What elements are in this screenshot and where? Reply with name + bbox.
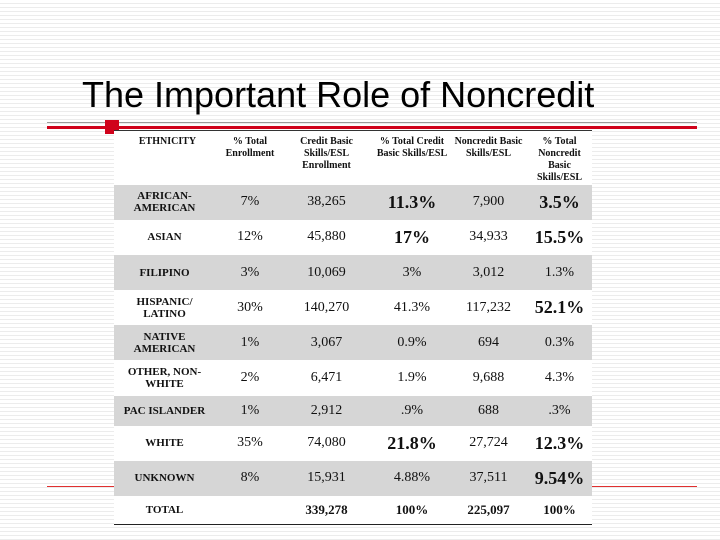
cell-pct-credit: 41.3% — [393, 299, 431, 315]
cell-pct-noncredit: 1.3% — [527, 255, 592, 290]
cell-ethnicity: UNKNOWN — [114, 461, 221, 496]
cell-ethnicity: OTHER, NON-WHITE — [127, 366, 202, 391]
cell-noncredit: 694 — [450, 325, 527, 360]
cell-noncredit: 27,724 — [469, 435, 508, 451]
cell-pct-credit: 21.8% — [387, 432, 437, 453]
header-pct-noncredit: % Total Noncredit Basic Skills/ESL — [527, 131, 592, 185]
cell-pct-total: 12% — [237, 229, 263, 245]
cell-ethnicity: FILIPINO — [114, 255, 221, 290]
cell-pct-noncredit: 100% — [543, 501, 576, 517]
cell-pct-noncredit: 15.5% — [534, 226, 585, 247]
table-row-filipino — [114, 255, 592, 290]
cell-credit: 339,278 — [305, 501, 348, 517]
cell-credit: 140,270 — [303, 299, 350, 315]
cell-noncredit: 7,900 — [450, 185, 527, 220]
table-header-row — [114, 131, 592, 185]
header-pct-total-enrollment: % Total Enrollment — [221, 131, 279, 185]
cell-ethnicity: NATIVE AMERICAN — [114, 325, 221, 360]
cell-pct-credit: 17% — [394, 226, 430, 247]
cell-pct-noncredit: 3.5% — [527, 185, 592, 220]
header-noncredit: Noncredit Basic Skills/ESL — [450, 131, 527, 185]
cell-credit: 3,067 — [279, 325, 374, 360]
cell-pct-credit: 3% — [374, 255, 450, 290]
cell-pct-credit: 4.88% — [374, 461, 450, 496]
table-row-hispanic-latino — [114, 290, 592, 325]
cell-pct-noncredit: .3% — [527, 396, 592, 425]
cell-credit: 2,912 — [279, 396, 374, 425]
slide-title: The Important Role of Noncredit — [82, 74, 595, 115]
table-row-total — [114, 496, 592, 524]
cell-credit: 6,471 — [310, 370, 343, 386]
cell-ethnicity: HISPANIC/ LATINO — [136, 295, 193, 320]
cell-noncredit: 3,012 — [450, 255, 527, 290]
cell-pct-credit: 100% — [395, 501, 429, 517]
cell-noncredit: 225,097 — [467, 501, 510, 517]
cell-credit: 15,931 — [279, 461, 374, 496]
table-row-white — [114, 426, 592, 461]
cell-pct-total: 2% — [240, 370, 260, 386]
title-divider-grey — [47, 122, 697, 123]
cell-credit: 38,265 — [279, 185, 374, 220]
cell-noncredit: 37,511 — [450, 461, 527, 496]
cell-pct-credit: 1.9% — [397, 370, 427, 386]
cell-pct-noncredit: 9.54% — [527, 461, 592, 496]
cell-pct-total: 1% — [221, 396, 279, 425]
cell-ethnicity: WHITE — [145, 437, 184, 450]
cell-credit: 74,080 — [307, 435, 346, 451]
cell-noncredit: 117,232 — [466, 299, 511, 315]
cell-pct-noncredit: 12.3% — [534, 432, 585, 453]
cell-pct-total: 8% — [221, 461, 279, 496]
cell-noncredit: 688 — [450, 396, 527, 425]
cell-noncredit: 9,688 — [472, 370, 505, 386]
cell-pct-noncredit: 52.1% — [534, 297, 585, 318]
ethnicity-enrollment-table — [114, 130, 592, 524]
cell-pct-credit: 0.9% — [374, 325, 450, 360]
cell-ethnicity: TOTAL — [145, 503, 184, 516]
cell-credit: 10,069 — [279, 255, 374, 290]
cell-pct-noncredit: 0.3% — [527, 325, 592, 360]
table-row-pac-islander — [114, 396, 592, 425]
cell-pct-total: 35% — [237, 435, 263, 451]
table-row-african-american — [114, 185, 592, 220]
table-row-other-non-white — [114, 360, 592, 396]
cell-ethnicity: AFRICAN-AMERICAN — [114, 185, 221, 220]
table-row-unknown — [114, 461, 592, 496]
ethnicity-table-container — [114, 130, 592, 525]
cell-ethnicity: ASIAN — [147, 231, 182, 244]
header-pct-credit: % Total Credit Basic Skills/ESL — [374, 131, 450, 185]
cell-pct-total: 3% — [221, 255, 279, 290]
cell-pct-total — [221, 496, 279, 524]
cell-pct-total: 30% — [237, 299, 263, 315]
header-credit-enrollment: Credit Basic Skills/ESL Enrollment — [279, 131, 374, 185]
cell-credit: 45,880 — [307, 229, 346, 245]
cell-pct-credit: 11.3% — [374, 185, 450, 220]
cell-pct-noncredit: 4.3% — [544, 370, 575, 386]
header-ethnicity: ETHNICITY — [114, 131, 221, 185]
cell-pct-credit: .9% — [374, 396, 450, 425]
table-row-asian — [114, 220, 592, 255]
cell-pct-total: 1% — [221, 325, 279, 360]
title-divider-red — [47, 126, 697, 129]
cell-noncredit: 34,933 — [469, 229, 508, 245]
cell-ethnicity: PAC ISLANDER — [114, 396, 221, 425]
table-row-native-american — [114, 325, 592, 360]
cell-pct-total: 7% — [221, 185, 279, 220]
